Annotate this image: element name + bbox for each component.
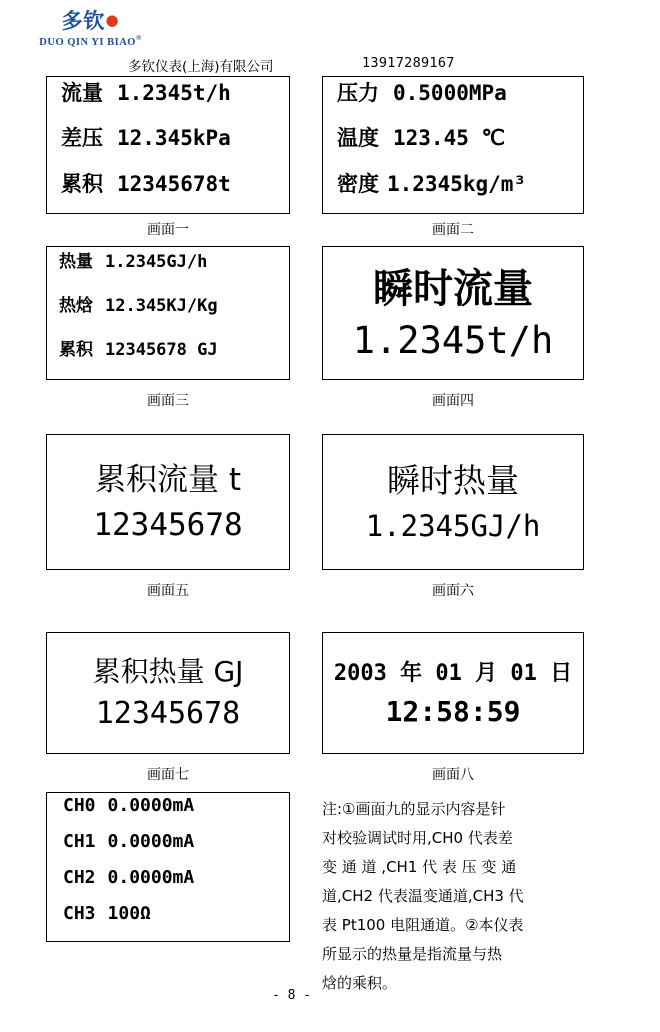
lcd-line-1: 累积流量 t xyxy=(94,462,241,498)
phone-number: 13917289167 xyxy=(362,55,455,71)
footnote-line: 道,CH2 代表温变通道,CH3 代 xyxy=(322,887,524,905)
screen-panel-3 xyxy=(46,246,290,380)
screen-panel-4 xyxy=(322,246,584,380)
lcd-label: CH3 xyxy=(63,903,96,924)
company-name: 多钦仪表(上海)有限公司 xyxy=(128,59,274,75)
lcd-value: 1.2345GJ/h xyxy=(105,252,208,272)
footnote-line: 焓的乘积。 xyxy=(322,974,398,992)
screen-caption-4: 画面四 xyxy=(432,393,474,409)
lcd-row xyxy=(47,168,289,213)
screen-panel-1 xyxy=(46,76,290,214)
lcd-value: 0.0000mA xyxy=(107,795,195,816)
lcd-row xyxy=(47,335,289,379)
screen-caption-6: 画面六 xyxy=(432,583,474,599)
logo-subtitle xyxy=(28,34,153,48)
lcd-line-1: 瞬时流量 xyxy=(373,266,533,312)
lcd-label: 累积 xyxy=(61,171,103,196)
lcd-value: 1.2345kg/m³ xyxy=(387,171,527,196)
lcd-value: 0.0000mA xyxy=(107,867,195,888)
footnote-line: 对校验调试时用,CH0 代表差 xyxy=(322,829,513,847)
logo-mark xyxy=(28,8,153,33)
lcd-row xyxy=(323,77,583,122)
lcd-value: 12.345KJ/Kg xyxy=(105,296,218,316)
lcd-row xyxy=(323,168,583,213)
lcd-label: CH0 xyxy=(63,795,96,816)
lcd-row xyxy=(47,291,289,335)
lcd-row xyxy=(47,247,289,291)
lcd-label: 密度 xyxy=(337,171,379,196)
lcd-row xyxy=(47,795,289,831)
screen-caption-5: 画面五 xyxy=(147,583,189,599)
lcd-label: CH2 xyxy=(63,867,96,888)
lcd-line-1: 累积热量 GJ xyxy=(92,655,244,688)
footnote-line: 变 通 道 ,CH1 代 表 压 变 通 xyxy=(322,858,517,876)
lcd-line-1: 2003 年 01 月 01 日 xyxy=(333,661,573,686)
screen-panel-7 xyxy=(46,632,290,754)
lcd-value: 100Ω xyxy=(107,903,151,924)
lcd-label: 热量 xyxy=(59,252,93,272)
screen-caption-2: 画面二 xyxy=(432,222,474,238)
lcd-label: CH1 xyxy=(63,831,96,852)
lcd-label: 压力 xyxy=(337,81,379,105)
lcd-row xyxy=(47,77,289,122)
screen-caption-3: 画面三 xyxy=(147,393,189,409)
footnote xyxy=(322,795,642,998)
logo-dot-icon: ● xyxy=(105,11,120,29)
footnote-line: 注:①画面九的显示内容是针 xyxy=(322,800,506,818)
lcd-line-2: 12345678 xyxy=(93,507,243,543)
lcd-label: 流量 xyxy=(61,81,103,105)
screen-panel-8 xyxy=(322,632,584,754)
lcd-row xyxy=(47,122,289,167)
lcd-row xyxy=(47,903,289,939)
lcd-row xyxy=(47,867,289,903)
screen-panel-6 xyxy=(322,434,584,570)
lcd-label: 温度 xyxy=(337,126,379,151)
screen-panel-2 xyxy=(322,76,584,214)
lcd-value: 12345678 GJ xyxy=(105,340,218,360)
lcd-label: 热焓 xyxy=(59,296,93,316)
lcd-label: 累积 xyxy=(59,340,93,360)
lcd-label: 差压 xyxy=(61,126,103,151)
screen-caption-8: 画面八 xyxy=(432,767,474,783)
lcd-value: 123.45 ℃ xyxy=(393,126,506,151)
screen-caption-7: 画面七 xyxy=(147,767,189,783)
lcd-line-2: 1.2345GJ/h xyxy=(365,509,541,543)
lcd-row xyxy=(323,122,583,167)
screen-panel-5 xyxy=(46,434,290,570)
logo-subtitle-text: DUO QIN YI BIAO xyxy=(39,37,136,48)
logo-text: 多钦 xyxy=(61,9,106,33)
lcd-value: 1.2345t/h xyxy=(117,81,231,105)
lcd-value: 0.0000mA xyxy=(107,831,195,852)
lcd-line-1: 瞬时热量 xyxy=(387,461,519,500)
page-number: - 8 - xyxy=(272,988,312,1003)
lcd-row xyxy=(47,831,289,867)
footnote-line: 所显示的热量是指流量与热 xyxy=(322,945,503,963)
lcd-value: 12.345kPa xyxy=(117,126,231,151)
screen-panel-9 xyxy=(46,792,290,942)
footnote-line: 表 Pt100 电阻通道。②本仪表 xyxy=(322,916,524,934)
screen-caption-1: 画面一 xyxy=(147,222,189,238)
lcd-value: 12345678t xyxy=(117,171,231,196)
logo xyxy=(28,8,153,48)
lcd-line-2: 12345678 xyxy=(95,696,241,731)
registered-mark-icon: ® xyxy=(135,34,142,42)
lcd-value: 0.5000MPa xyxy=(393,81,507,105)
lcd-line-2: 1.2345t/h xyxy=(352,319,554,362)
lcd-line-2: 12:58:59 xyxy=(385,695,521,728)
